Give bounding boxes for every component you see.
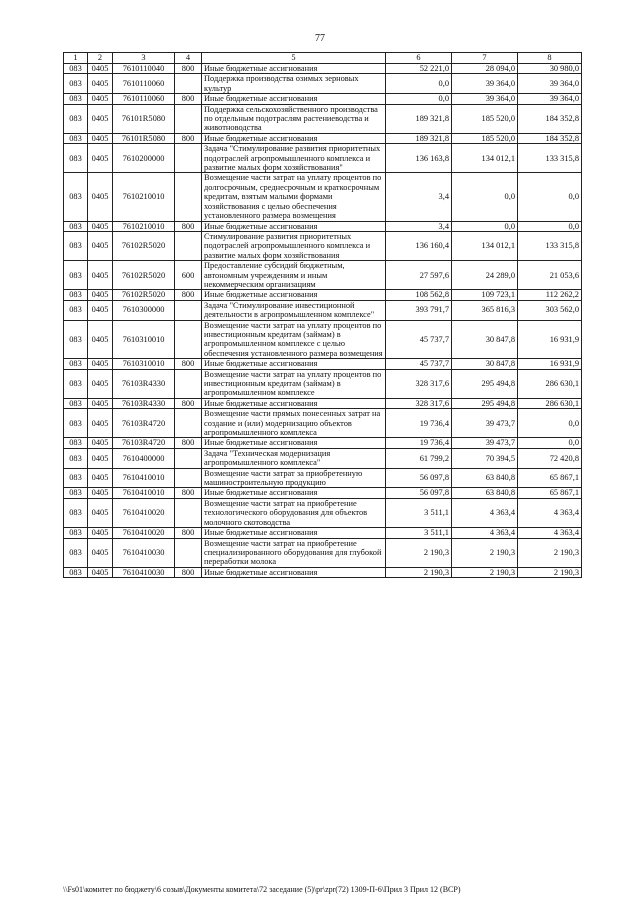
- cell-c1: 083: [64, 94, 88, 104]
- cell-c4: 800: [175, 64, 202, 74]
- cell-c4: [175, 231, 202, 260]
- header-cell: 4: [175, 53, 202, 64]
- cell-c3: 76103R4330: [113, 369, 175, 398]
- cell-desc: Иные бюджетные ассигнования: [202, 359, 386, 369]
- cell-v7: 39 364,0: [452, 74, 518, 94]
- cell-v6: 19 736,4: [386, 438, 452, 448]
- table-row: [64, 448, 582, 468]
- cell-desc: Возмещение части затрат на уплату процентов по инвестиционным кредитам (займам) в агропромышленном комплексе: [202, 369, 386, 398]
- cell-c3: 7610410010: [113, 488, 175, 498]
- cell-v7: 4 363,4: [452, 498, 518, 527]
- cell-v6: 27 597,6: [386, 261, 452, 290]
- cell-v7: 295 494,8: [452, 369, 518, 398]
- cell-v6: 3 511,1: [386, 498, 452, 527]
- cell-c4: [175, 498, 202, 527]
- cell-c1: 083: [64, 567, 88, 577]
- cell-c4: 800: [175, 94, 202, 104]
- cell-c4: 800: [175, 528, 202, 538]
- cell-c4: 600: [175, 261, 202, 290]
- table-row: [64, 498, 582, 527]
- cell-v8: 133 315,8: [518, 231, 582, 260]
- header-cell: 2: [88, 53, 113, 64]
- cell-c2: 0405: [88, 144, 113, 173]
- cell-v7: 4 363,4: [452, 528, 518, 538]
- cell-c4: 800: [175, 290, 202, 300]
- cell-c3: 76102R5020: [113, 231, 175, 260]
- cell-c4: 800: [175, 567, 202, 577]
- cell-c3: 7610410020: [113, 498, 175, 527]
- cell-v7: 185 520,0: [452, 104, 518, 133]
- cell-c4: 800: [175, 359, 202, 369]
- table-row: [64, 398, 582, 408]
- table-row: [64, 538, 582, 567]
- cell-c1: 083: [64, 398, 88, 408]
- cell-v7: 134 012,1: [452, 144, 518, 173]
- table-row: [64, 528, 582, 538]
- header-cell: 5: [202, 53, 386, 64]
- cell-v8: 2 190,3: [518, 567, 582, 577]
- cell-c3: 76101R5080: [113, 104, 175, 133]
- cell-c3: 7610410020: [113, 528, 175, 538]
- table-row: [64, 231, 582, 260]
- cell-c3: 7610210010: [113, 173, 175, 221]
- cell-v7: 24 289,0: [452, 261, 518, 290]
- cell-c4: [175, 468, 202, 488]
- cell-c1: 083: [64, 438, 88, 448]
- cell-c3: 7610210010: [113, 221, 175, 231]
- table-row: [64, 104, 582, 133]
- cell-c1: 083: [64, 359, 88, 369]
- cell-c4: 800: [175, 398, 202, 408]
- cell-c4: [175, 448, 202, 468]
- cell-c1: 083: [64, 409, 88, 438]
- cell-c3: 7610410030: [113, 567, 175, 577]
- cell-c2: 0405: [88, 528, 113, 538]
- cell-c2: 0405: [88, 133, 113, 143]
- header-cell: 3: [113, 53, 175, 64]
- cell-c2: 0405: [88, 488, 113, 498]
- cell-desc: Поддержка производства озимых зерновых культур: [202, 74, 386, 94]
- cell-c3: 76103R4720: [113, 409, 175, 438]
- cell-desc: Иные бюджетные ассигнования: [202, 438, 386, 448]
- cell-v6: 56 097,8: [386, 488, 452, 498]
- table-row: [64, 488, 582, 498]
- cell-c4: [175, 104, 202, 133]
- cell-c1: 083: [64, 488, 88, 498]
- cell-c3: 7610110040: [113, 64, 175, 74]
- cell-desc: Предоставление субсидий бюджетным, автономным учреждениям и иным некоммерческим организациям: [202, 261, 386, 290]
- cell-desc: Иные бюджетные ассигнования: [202, 94, 386, 104]
- cell-c2: 0405: [88, 567, 113, 577]
- cell-v8: 65 867,1: [518, 468, 582, 488]
- cell-v6: 189 321,8: [386, 133, 452, 143]
- cell-c3: 76101R5080: [113, 133, 175, 143]
- cell-c2: 0405: [88, 369, 113, 398]
- cell-desc: Возмещение части затрат на приобретение технологического оборудования для объектов молочного скотоводства: [202, 498, 386, 527]
- cell-v6: 108 562,8: [386, 290, 452, 300]
- cell-v7: 28 094,0: [452, 64, 518, 74]
- cell-c1: 083: [64, 300, 88, 320]
- cell-c1: 083: [64, 290, 88, 300]
- cell-c2: 0405: [88, 173, 113, 221]
- cell-v8: 65 867,1: [518, 488, 582, 498]
- table-row: [64, 300, 582, 320]
- cell-desc: Возмещение части затрат на приобретение специализированного оборудования для глубокой переработки молока: [202, 538, 386, 567]
- cell-v6: 3,4: [386, 221, 452, 231]
- cell-v7: 63 840,8: [452, 488, 518, 498]
- cell-v6: 136 160,4: [386, 231, 452, 260]
- cell-c2: 0405: [88, 498, 113, 527]
- cell-v8: 303 562,0: [518, 300, 582, 320]
- cell-v8: 286 630,1: [518, 398, 582, 408]
- table-row: [64, 133, 582, 143]
- cell-c2: 0405: [88, 104, 113, 133]
- cell-v6: 2 190,3: [386, 567, 452, 577]
- table-row: [64, 409, 582, 438]
- cell-v8: 2 190,3: [518, 538, 582, 567]
- cell-v8: 184 352,8: [518, 133, 582, 143]
- cell-v6: 328 317,6: [386, 398, 452, 408]
- cell-c3: 76103R4720: [113, 438, 175, 448]
- cell-c2: 0405: [88, 261, 113, 290]
- cell-desc: Иные бюджетные ассигнования: [202, 567, 386, 577]
- cell-c1: 083: [64, 498, 88, 527]
- cell-c1: 083: [64, 448, 88, 468]
- cell-v6: 19 736,4: [386, 409, 452, 438]
- cell-desc: Иные бюджетные ассигнования: [202, 290, 386, 300]
- cell-c4: [175, 320, 202, 359]
- cell-c1: 083: [64, 104, 88, 133]
- cell-v8: 0,0: [518, 173, 582, 221]
- cell-v7: 39 364,0: [452, 94, 518, 104]
- cell-v8: 72 420,8: [518, 448, 582, 468]
- table-row: [64, 567, 582, 577]
- cell-c3: 7610410010: [113, 468, 175, 488]
- table-row: [64, 144, 582, 173]
- cell-desc: Задача "Стимулирование инвестиционной деятельности в агропромышленном комплексе": [202, 300, 386, 320]
- cell-c3: 7610110060: [113, 74, 175, 94]
- cell-c4: 800: [175, 133, 202, 143]
- cell-v8: 4 363,4: [518, 498, 582, 527]
- cell-c1: 083: [64, 74, 88, 94]
- cell-desc: Задача "Техническая модернизация агропромышленного комплекса": [202, 448, 386, 468]
- header-cell: 7: [452, 53, 518, 64]
- cell-c1: 083: [64, 528, 88, 538]
- header-row: [64, 53, 582, 64]
- cell-c3: 76102R5020: [113, 261, 175, 290]
- cell-c4: 800: [175, 221, 202, 231]
- cell-v7: 134 012,1: [452, 231, 518, 260]
- cell-c3: 7610200000: [113, 144, 175, 173]
- cell-v7: 0,0: [452, 173, 518, 221]
- cell-c3: 7610110060: [113, 94, 175, 104]
- header-cell: 1: [64, 53, 88, 64]
- cell-v6: 3 511,1: [386, 528, 452, 538]
- cell-c4: [175, 173, 202, 221]
- cell-v8: 184 352,8: [518, 104, 582, 133]
- cell-v7: 30 847,8: [452, 320, 518, 359]
- cell-desc: Иные бюджетные ассигнования: [202, 398, 386, 408]
- cell-v6: 0,0: [386, 74, 452, 94]
- cell-c2: 0405: [88, 448, 113, 468]
- cell-c1: 083: [64, 468, 88, 488]
- cell-c2: 0405: [88, 409, 113, 438]
- cell-c1: 083: [64, 369, 88, 398]
- cell-v6: 0,0: [386, 94, 452, 104]
- cell-c2: 0405: [88, 468, 113, 488]
- cell-c2: 0405: [88, 398, 113, 408]
- cell-v8: 39 364,0: [518, 94, 582, 104]
- table-row: [64, 320, 582, 359]
- cell-c2: 0405: [88, 94, 113, 104]
- cell-c2: 0405: [88, 231, 113, 260]
- cell-c3: 7610310010: [113, 359, 175, 369]
- cell-c3: 7610310010: [113, 320, 175, 359]
- table-row: [64, 74, 582, 94]
- cell-v7: 109 723,1: [452, 290, 518, 300]
- cell-c1: 083: [64, 231, 88, 260]
- cell-v8: 133 315,8: [518, 144, 582, 173]
- cell-v6: 393 791,7: [386, 300, 452, 320]
- header-cell: 6: [386, 53, 452, 64]
- cell-desc: Возмещение части затрат на уплату процентов по инвестиционным кредитам (займам) в агропромышленном комплексе с целью обеспечения установленного размера возмещения: [202, 320, 386, 359]
- cell-v7: 70 394,5: [452, 448, 518, 468]
- cell-c4: 800: [175, 438, 202, 448]
- cell-c1: 083: [64, 133, 88, 143]
- cell-c4: [175, 144, 202, 173]
- cell-v8: 39 364,0: [518, 74, 582, 94]
- cell-v7: 185 520,0: [452, 133, 518, 143]
- cell-desc: Возмещение части затрат на уплату процентов по долгосрочным, среднесрочным и краткосрочным кредитам, взятым малыми формами хозяйствования с целью обеспечения установленного размера возмещения: [202, 173, 386, 221]
- cell-c3: 7610410030: [113, 538, 175, 567]
- page-number: 77: [315, 33, 325, 44]
- cell-v6: 56 097,8: [386, 468, 452, 488]
- cell-v7: 365 816,3: [452, 300, 518, 320]
- table-row: [64, 438, 582, 448]
- cell-desc: Иные бюджетные ассигнования: [202, 221, 386, 231]
- cell-v8: 16 931,9: [518, 359, 582, 369]
- cell-v7: 39 473,7: [452, 409, 518, 438]
- cell-v6: 45 737,7: [386, 359, 452, 369]
- table-row: [64, 173, 582, 221]
- table-row: [64, 359, 582, 369]
- table-row: [64, 369, 582, 398]
- cell-v7: 295 494,8: [452, 398, 518, 408]
- cell-v6: 189 321,8: [386, 104, 452, 133]
- table-row: [64, 94, 582, 104]
- cell-v8: 16 931,9: [518, 320, 582, 359]
- cell-c2: 0405: [88, 320, 113, 359]
- cell-c4: 800: [175, 488, 202, 498]
- cell-c1: 083: [64, 144, 88, 173]
- cell-v8: 0,0: [518, 438, 582, 448]
- cell-c3: 76102R5020: [113, 290, 175, 300]
- cell-v7: 63 840,8: [452, 468, 518, 488]
- cell-c1: 083: [64, 538, 88, 567]
- cell-c4: [175, 369, 202, 398]
- cell-v6: 61 799,2: [386, 448, 452, 468]
- cell-desc: Задача "Стимулирование развития приоритетных подотраслей агропромышленного комплекса и развитие малых форм хозяйствования": [202, 144, 386, 173]
- cell-c2: 0405: [88, 221, 113, 231]
- file-path-footer: \\Fs01\комитет по бюджету\6 созыв\Документы комитета\72 заседание (5)\pr\zpr(72) 1309-П-6\Прил 3 Прил 12 (ВСР): [63, 885, 461, 894]
- cell-v8: 21 053,6: [518, 261, 582, 290]
- cell-c2: 0405: [88, 74, 113, 94]
- cell-desc: Возмещение части прямых понесенных затрат на создание и (или) модернизацию объектов агропромышленного комплекса: [202, 409, 386, 438]
- cell-desc: Стимулирование развития приоритетных подотраслей агропромышленного комплекса и развитие малых форм хозяйствования: [202, 231, 386, 260]
- cell-v6: 52 221,0: [386, 64, 452, 74]
- cell-desc: Иные бюджетные ассигнования: [202, 133, 386, 143]
- cell-v6: 45 737,7: [386, 320, 452, 359]
- cell-v7: 0,0: [452, 221, 518, 231]
- cell-v7: 30 847,8: [452, 359, 518, 369]
- cell-v7: 2 190,3: [452, 567, 518, 577]
- cell-c1: 083: [64, 173, 88, 221]
- cell-desc: Поддержка сельскохозяйственного производства по отдельным подотраслям растениеводства и животноводства: [202, 104, 386, 133]
- budget-table: [63, 52, 582, 578]
- cell-c2: 0405: [88, 438, 113, 448]
- cell-v8: 286 630,1: [518, 369, 582, 398]
- table-row: [64, 290, 582, 300]
- cell-c2: 0405: [88, 359, 113, 369]
- cell-desc: Иные бюджетные ассигнования: [202, 64, 386, 74]
- cell-c1: 083: [64, 64, 88, 74]
- cell-c2: 0405: [88, 538, 113, 567]
- cell-c2: 0405: [88, 290, 113, 300]
- cell-v7: 39 473,7: [452, 438, 518, 448]
- cell-c1: 083: [64, 261, 88, 290]
- cell-desc: Возмещение части затрат за приобретенную машиностроительную продукцию: [202, 468, 386, 488]
- cell-v7: 2 190,3: [452, 538, 518, 567]
- cell-v8: 112 262,2: [518, 290, 582, 300]
- table-row: [64, 64, 582, 74]
- cell-v6: 3,4: [386, 173, 452, 221]
- cell-c4: [175, 538, 202, 567]
- cell-c2: 0405: [88, 300, 113, 320]
- cell-desc: Иные бюджетные ассигнования: [202, 528, 386, 538]
- cell-v6: 136 163,8: [386, 144, 452, 173]
- cell-c3: 7610300000: [113, 300, 175, 320]
- cell-c4: [175, 409, 202, 438]
- cell-c2: 0405: [88, 64, 113, 74]
- cell-v8: 4 363,4: [518, 528, 582, 538]
- cell-c1: 083: [64, 221, 88, 231]
- cell-desc: Иные бюджетные ассигнования: [202, 488, 386, 498]
- cell-v6: 328 317,6: [386, 369, 452, 398]
- cell-c4: [175, 74, 202, 94]
- cell-v8: 0,0: [518, 221, 582, 231]
- cell-v8: 30 980,0: [518, 64, 582, 74]
- cell-c3: 7610400000: [113, 448, 175, 468]
- header-cell: 8: [518, 53, 582, 64]
- cell-c1: 083: [64, 320, 88, 359]
- cell-v6: 2 190,3: [386, 538, 452, 567]
- table-row: [64, 261, 582, 290]
- cell-v8: 0,0: [518, 409, 582, 438]
- table-row: [64, 221, 582, 231]
- cell-c4: [175, 300, 202, 320]
- table-row: [64, 468, 582, 488]
- cell-c3: 76103R4330: [113, 398, 175, 408]
